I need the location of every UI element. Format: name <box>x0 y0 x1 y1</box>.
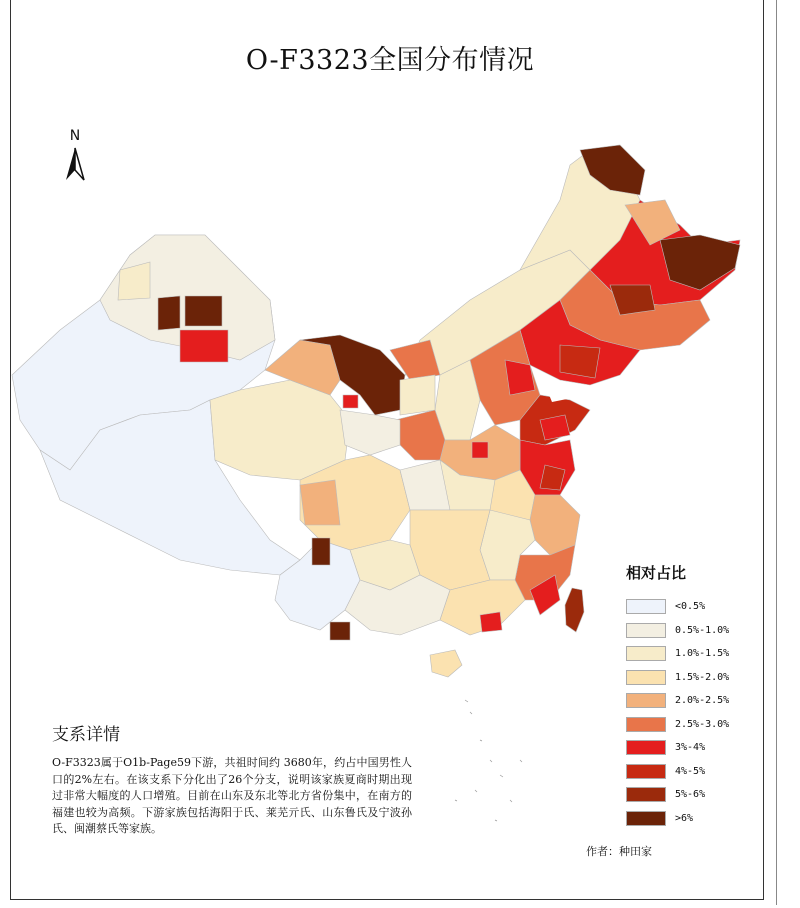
legend-swatch <box>626 811 666 826</box>
legend-item <box>626 760 776 784</box>
map-title: O-F3323全国分布情况 <box>245 45 535 76</box>
region-hainan <box>430 650 462 677</box>
legend-label: >6% <box>675 812 694 824</box>
legend-label: <0.5% <box>675 601 706 613</box>
region-xj-b <box>158 296 180 330</box>
legend-label: 4%-5% <box>675 765 706 777</box>
legend-label: 3%-4% <box>675 742 706 754</box>
author-credit: 作者：种田家 <box>586 845 652 858</box>
region-qinghai <box>210 380 350 480</box>
legend-swatch <box>626 670 666 685</box>
legend-swatch <box>626 740 666 755</box>
legend-item <box>626 595 776 619</box>
legend-swatch <box>626 764 666 779</box>
region-xj-c <box>185 296 222 326</box>
north-label: N <box>69 128 81 144</box>
legend-item <box>626 713 776 737</box>
legend-swatch <box>626 717 666 732</box>
info-body: O-F3323属于O1b-Page59下游，共祖时间约 3680年，约占中国男性人口的2%左右。在该支系下分化出了26个分支，说明该家族夏商时期出现过非常大幅度的人口增殖。目前在山东及东北等北方省份集中，在南方的福建也较为高频。下游家族包括海阳于氏、莱芜亓氏、山东鲁氏及宁波孙氏、闽潮蔡氏等家族。 <box>52 756 412 835</box>
region-ningxia <box>343 395 358 408</box>
legend-item <box>626 736 776 760</box>
legend-label: 5%-6% <box>675 789 706 801</box>
legend-item <box>626 619 776 643</box>
region-gansu-east <box>340 410 400 455</box>
legend-swatch <box>626 646 666 661</box>
legend-title: 相对占比 <box>626 564 687 582</box>
south-sea-islands <box>455 700 522 821</box>
region-taiwan <box>565 588 584 632</box>
region-henan-b <box>472 442 488 458</box>
legend-swatch <box>626 693 666 708</box>
region-xj-d <box>180 330 228 362</box>
region-guangdong-b <box>480 612 502 632</box>
legend-label: 2.0%-2.5% <box>675 695 730 707</box>
legend-label: 1.5%-2.0% <box>675 671 730 683</box>
legend-items <box>626 595 776 830</box>
legend-item <box>626 783 776 807</box>
legend-item <box>626 666 776 690</box>
legend-label: 0.5%-1.0% <box>675 624 730 636</box>
info-panel <box>52 720 412 838</box>
region-liaoning-b <box>560 345 600 378</box>
legend-item <box>626 807 776 831</box>
region-sichuan-b <box>300 480 340 525</box>
region-shaanxi-b <box>400 375 435 415</box>
legend-swatch <box>626 623 666 638</box>
legend <box>626 562 776 830</box>
legend-item <box>626 642 776 666</box>
legend-item <box>626 689 776 713</box>
info-title: 支系详情 <box>52 725 120 745</box>
legend-label: 2.5%-3.0% <box>675 718 730 730</box>
legend-swatch <box>626 787 666 802</box>
region-shaanxi <box>395 410 445 460</box>
legend-label: 1.0%-1.5% <box>675 648 730 660</box>
region-yunnan-b <box>312 538 330 565</box>
region-yunnan-c <box>330 622 350 640</box>
legend-swatch <box>626 599 666 614</box>
